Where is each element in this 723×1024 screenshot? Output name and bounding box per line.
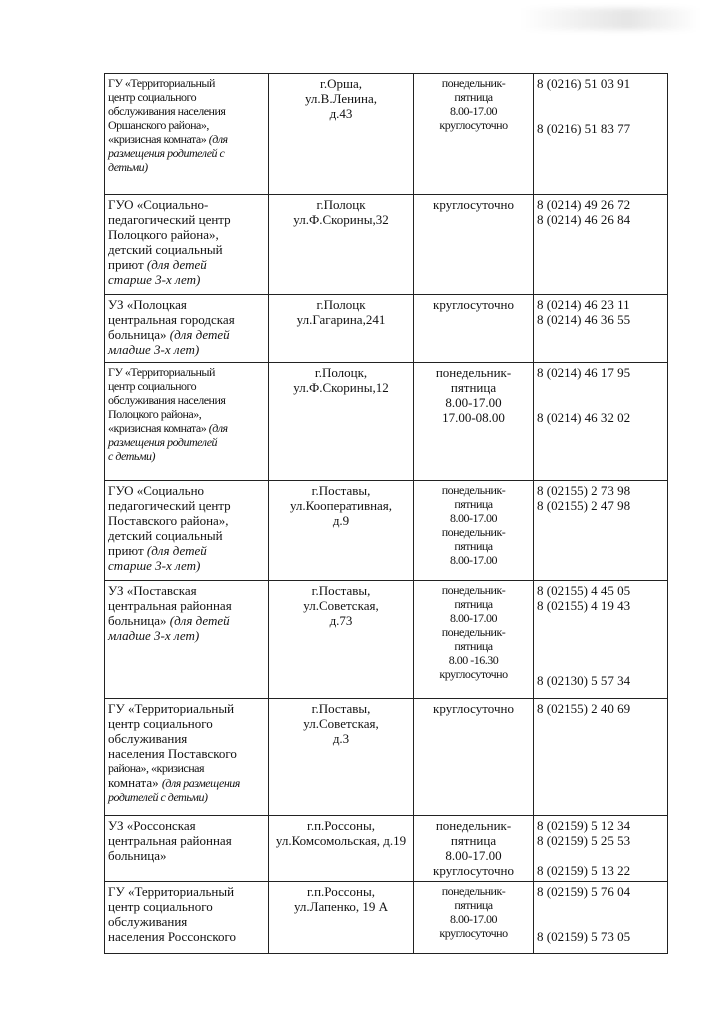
cell-text-line: пятница (454, 539, 493, 553)
cell-text-line: центр социального (108, 90, 197, 104)
hours-cell (414, 74, 534, 195)
cell-text-line: обслуживания (108, 914, 188, 929)
table-row (105, 699, 668, 816)
cell-text-line: ул.Комсомольская, д.19 (275, 833, 407, 848)
services-table (104, 73, 668, 954)
table-row (105, 195, 668, 295)
cell-text-line: младше 3-х лет) (108, 628, 200, 643)
table-row (105, 816, 668, 882)
cell-text-line: 8.00-17.00 (450, 104, 497, 118)
cell-text-line: круглосуточно (439, 667, 508, 681)
cell-text-line: ул.Лапенко, 19 А (293, 899, 389, 914)
cell-text-line: 8 (02159) 5 13 22 (537, 863, 631, 878)
cell-text-line: родителей с детьми) (108, 790, 208, 804)
address-cell (269, 195, 414, 295)
cell-text-line: ГУ «Территориальный (108, 365, 215, 379)
scan-artifact (520, 8, 700, 30)
cell-text-line: понедельник- (441, 625, 506, 639)
cell-text-line: обслуживания населения (108, 393, 226, 407)
cell-text-line: круглосуточно (433, 701, 514, 716)
organization-cell (105, 363, 269, 481)
cell-text-line: центр социального (108, 716, 213, 731)
cell-text-line: 8 (02159) 5 25 53 (537, 833, 631, 848)
cell-text-line: круглосуточно (439, 118, 508, 132)
address-cell (269, 481, 414, 581)
cell-text-line: Полоцкого района», (108, 227, 219, 242)
cell-text-line: понедельник- (441, 525, 506, 539)
cell-text-line: 8 (02159) 5 73 05 (537, 929, 631, 944)
cell-text-line: населения Поставского (108, 746, 237, 761)
cell-text-line: (для детей (169, 327, 230, 342)
phone-cell (534, 363, 668, 481)
cell-text-line: (для детей (146, 257, 207, 272)
hours-cell (414, 699, 534, 816)
cell-text-line: Оршанского района», (108, 118, 209, 132)
phone-cell (534, 699, 668, 816)
cell-text-line: г.Полоцк (316, 197, 366, 212)
cell-text-line: «кризисная комната» (108, 132, 207, 146)
cell-text-line: г.п.Россоны, (306, 818, 376, 833)
phone-cell (534, 816, 668, 882)
cell-text-line: 8 (02130) 5 57 34 (537, 673, 631, 688)
cell-text-line: пятница (454, 639, 493, 653)
cell-text-line: круглосуточно (433, 863, 514, 878)
phone-cell (534, 481, 668, 581)
hours-cell (414, 295, 534, 363)
cell-text-line: ул.Советская, (303, 598, 379, 613)
cell-text-line: ГУО «Социально- (108, 197, 209, 212)
cell-text-line: (для размещения (161, 776, 240, 790)
cell-text-line: (для детей (146, 543, 207, 558)
cell-text-line: 8 (0214) 46 23 11 (537, 297, 630, 312)
cell-text-line: Полоцкого района», (108, 407, 202, 421)
cell-text-line: понедельник- (441, 884, 506, 898)
cell-text-line: д.43 (329, 106, 353, 121)
cell-text-line: центр социального (108, 379, 197, 393)
hours-cell (414, 195, 534, 295)
hours-cell (414, 581, 534, 699)
organization-cell (105, 481, 269, 581)
cell-text-line: понедельник- (435, 818, 512, 833)
cell-text-line: ул.Гагарина,241 (296, 312, 386, 327)
cell-text-line: старше 3-х лет) (108, 558, 201, 573)
organization-cell (105, 699, 269, 816)
cell-text-line: приют (108, 257, 144, 272)
table-row (105, 581, 668, 699)
cell-text-line: населения Россонского (108, 929, 236, 944)
table-row (105, 481, 668, 581)
cell-text-line: педагогический центр (108, 212, 231, 227)
cell-text-line: ул.Кооперативная, (289, 498, 393, 513)
address-cell (269, 882, 414, 954)
cell-text-line: круглосуточно (439, 926, 508, 940)
cell-text-line: г.Поставы, (311, 701, 371, 716)
cell-text-line: Поставского района», (108, 513, 229, 528)
cell-text-line: понедельник- (441, 76, 506, 90)
cell-text-line: пятница (454, 90, 493, 104)
cell-text-line: 8 (02159) 5 12 34 (537, 818, 631, 833)
cell-text-line: пятница (454, 898, 493, 912)
cell-text-line: ГУО «Социально (108, 483, 205, 498)
address-cell (269, 699, 414, 816)
cell-text-line: ул.Ф.Скорины,32 (293, 212, 389, 227)
cell-text-line: детский социальный (108, 242, 223, 257)
hours-cell (414, 882, 534, 954)
cell-text-line: центральная районная (108, 598, 232, 613)
cell-text-line: больница» (108, 613, 167, 628)
organization-cell (105, 195, 269, 295)
address-cell (269, 74, 414, 195)
cell-text-line: 8 (02155) 2 40 69 (537, 701, 631, 716)
cell-text-line: 8.00 -16.30 (448, 653, 499, 667)
cell-text-line: комната» (108, 775, 159, 790)
organization-cell (105, 74, 269, 195)
address-cell (269, 581, 414, 699)
cell-text-line: обслуживания (108, 731, 188, 746)
cell-text-line: приют (108, 543, 144, 558)
organization-cell (105, 295, 269, 363)
cell-text-line: 8 (0214) 46 36 55 (537, 312, 631, 327)
cell-text-line: 8 (0214) 46 32 02 (537, 410, 631, 425)
table-row (105, 363, 668, 481)
cell-text-line: понедельник- (435, 365, 512, 380)
hours-cell (414, 363, 534, 481)
table-row (105, 295, 668, 363)
cell-text-line: понедельник- (441, 583, 506, 597)
phone-cell (534, 74, 668, 195)
cell-text-line: больница» (108, 848, 167, 863)
cell-text-line: г.Поставы, (311, 483, 371, 498)
phone-cell (534, 581, 668, 699)
cell-text-line: пятница (454, 497, 493, 511)
cell-text-line: пятница (454, 597, 493, 611)
cell-text-line: младше 3-х лет) (108, 342, 200, 357)
cell-text-line: 8 (02155) 2 73 98 (537, 483, 631, 498)
organization-cell (105, 581, 269, 699)
cell-text-line: 8.00-17.00 (445, 395, 502, 410)
cell-text-line: 8 (02155) 4 45 05 (537, 583, 631, 598)
hours-cell (414, 481, 534, 581)
cell-text-line: центр социального (108, 899, 213, 914)
cell-text-line: ГУ «Территориальный (108, 701, 235, 716)
cell-text-line: 8.00-17.00 (450, 511, 497, 525)
table-row (105, 74, 668, 195)
phone-cell (534, 882, 668, 954)
cell-text-line: г.Полоцк (316, 297, 366, 312)
cell-text-line: (для детей (169, 613, 230, 628)
cell-text-line: УЗ «Россонская (108, 818, 196, 833)
hours-cell (414, 816, 534, 882)
cell-text-line: 8 (02155) 2 47 98 (537, 498, 631, 513)
cell-text-line: 8 (0214) 49 26 72 (537, 197, 631, 212)
cell-text-line: г.Орша, (319, 76, 363, 91)
cell-text-line: д.3 (332, 731, 350, 746)
cell-text-line: детский социальный (108, 528, 223, 543)
cell-text-line: ул.Ф.Скорины,12 (293, 380, 389, 395)
cell-text-line: круглосуточно (433, 297, 514, 312)
cell-text-line: 8.00-17.00 (450, 553, 497, 567)
cell-text-line: больница» (108, 327, 167, 342)
cell-text-line: г.Поставы, (311, 583, 371, 598)
cell-text-line: круглосуточно (433, 197, 514, 212)
address-cell (269, 816, 414, 882)
cell-text-line: 8 (0216) 51 83 77 (537, 121, 631, 136)
cell-text-line: ул.Советская, (303, 716, 379, 731)
cell-text-line: пятница (450, 380, 497, 395)
phone-cell (534, 195, 668, 295)
cell-text-line: центральная городская (108, 312, 235, 327)
cell-text-line: 8 (0214) 46 17 95 (537, 365, 631, 380)
cell-text-line: понедельник- (441, 483, 506, 497)
cell-text-line: г.Полоцк, (314, 365, 368, 380)
cell-text-line: 8.00-17.00 (450, 912, 497, 926)
cell-text-line: 17.00-08.00 (442, 410, 505, 425)
cell-text-line: детьми) (108, 160, 148, 174)
cell-text-line: 8 (02155) 4 19 43 (537, 598, 631, 613)
cell-text-line: центральная районная (108, 833, 232, 848)
cell-text-line: УЗ «Полоцкая (108, 297, 187, 312)
cell-text-line: обслуживания населения (108, 104, 226, 118)
cell-text-line: ГУ «Территориальный (108, 884, 235, 899)
cell-text-line: 8 (02159) 5 76 04 (537, 884, 631, 899)
cell-text-line: (для (208, 132, 228, 146)
cell-text-line: 8.00-17.00 (450, 611, 497, 625)
cell-text-line: педагогический центр (108, 498, 231, 513)
cell-text-line: ул.В.Ленина, (305, 91, 377, 106)
cell-text-line: (для (208, 421, 228, 435)
cell-text-line: 8 (0216) 51 03 91 (537, 76, 631, 91)
organization-cell (105, 882, 269, 954)
cell-text-line: района», «кризисная (108, 761, 205, 775)
address-cell (269, 363, 414, 481)
cell-text-line: д.73 (329, 613, 353, 628)
cell-text-line: УЗ «Поставская (108, 583, 197, 598)
address-cell (269, 295, 414, 363)
table-row (105, 882, 668, 954)
cell-text-line: пятница (450, 833, 497, 848)
cell-text-line: 8.00-17.00 (445, 848, 502, 863)
cell-text-line: г.п.Россоны, (306, 884, 376, 899)
phone-cell (534, 295, 668, 363)
cell-text-line: старше 3-х лет) (108, 272, 201, 287)
cell-text-line: с детьми) (108, 449, 155, 463)
cell-text-line: размещения родителей (108, 435, 218, 449)
cell-text-line: «кризисная комната» (108, 421, 207, 435)
cell-text-line: д.9 (332, 513, 350, 528)
cell-text-line: размещения родителей с (108, 146, 225, 160)
cell-text-line: ГУ «Территориальный (108, 76, 215, 90)
organization-cell (105, 816, 269, 882)
cell-text-line: 8 (0214) 46 26 84 (537, 212, 631, 227)
